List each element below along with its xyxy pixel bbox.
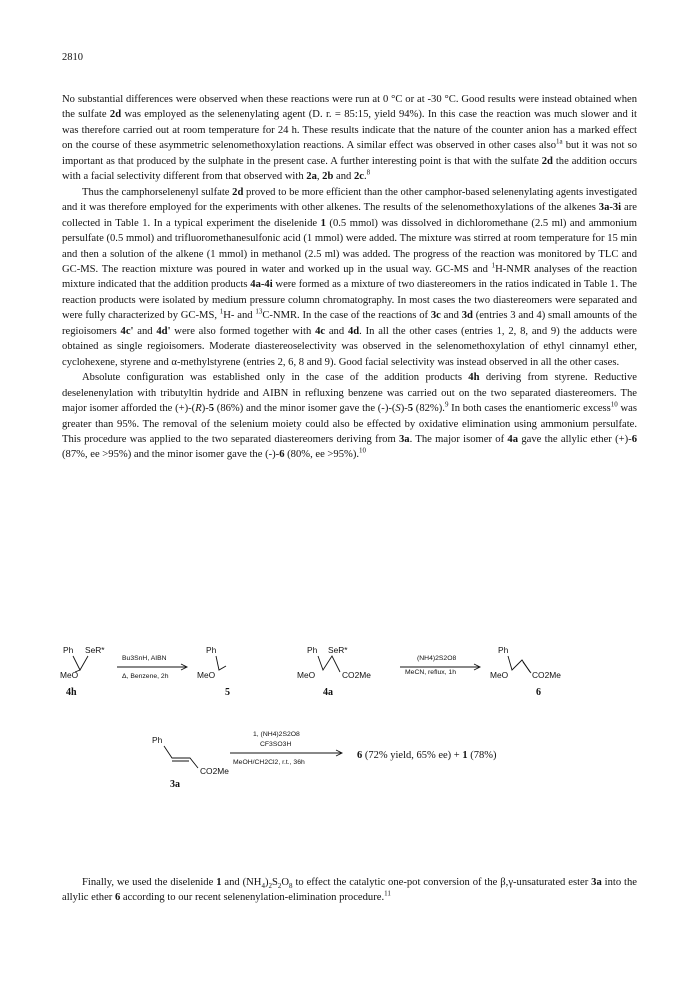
reaction-scheme-svg — [60, 640, 640, 840]
reaction-scheme — [60, 640, 640, 840]
reaction-arrow-2 — [400, 655, 480, 676]
result-diselenide: 1 — [462, 750, 468, 761]
ph-label: Ph — [307, 645, 318, 655]
reagent-text: Bu3SnH, AIBN — [122, 655, 167, 662]
body-text — [62, 92, 637, 463]
ph-label: Ph — [152, 735, 163, 745]
meo-label: MeO — [197, 670, 216, 680]
ser-label: SeR* — [328, 645, 348, 655]
structure-5 — [197, 645, 230, 698]
condition-text: MeOH/CH2Cl2, r.t., 36h — [233, 759, 305, 766]
co2me-label: CO2Me — [200, 766, 229, 776]
reaction-arrow-1 — [117, 655, 187, 680]
bond — [508, 656, 530, 672]
co2me-label: CO2Me — [532, 670, 561, 680]
meo-label: MeO — [60, 670, 79, 680]
compound-label-4h: 4h — [66, 687, 77, 698]
double-bond — [523, 662, 531, 673]
structure-6 — [490, 645, 561, 698]
meo-label: MeO — [490, 670, 509, 680]
bond — [216, 656, 226, 670]
result-product: 6 — [357, 750, 363, 761]
compound-label-4a: 4a — [323, 687, 333, 698]
bond — [318, 656, 340, 672]
page-number: 2810 — [62, 52, 83, 63]
paragraph-2: Thus the camphorselenenyl sulfate 2d proved to be more efficient than the other camphor-based selenenylating agents investigated and it was therefore employed for the experiments with other alkenes. The results of the selenomethoxylations of the alkenes 3a-3i are collected in Table 1. In a typical experiment the diselenide 1 (0.5 mmol) was dissolved in dichloromethane (2.5 ml) and ammonium persulfate (0.5 mmol) and trifluoromethanesulfonic acid (1 mmol) were added. The mixture was stirred at room temperature for 15 min and then a solution of the alkene (1 mmol) in methanol (2.5 ml) was added. The progress of the reaction was monitored by TLC and GC-MS. The reaction mixture was poured in water and worked up in the usual way. GC-MS and $^1$H-NMR analyses of the reaction mixture indicated that the addition products 4a-4i were formed as a mixture of two diastereomers in the ratios indicated in Table 1. The reaction products were isolated by medium pressure column chromatography. In most cases the two diastereomers were separated and were fully characterized by GC-MS, $^1$H- and $^{13}$C-NMR. In the case of the reactions of 3c and 3d (entries 3 and 4) small amounts of the regioisomers 4c' and 4d' were also formed together with 4c and 4d. In all the other cases (entries 1, 2, 8, and 9) the adducts were obtained as single regioisomers. Moderate diastereoselectivity was observed in the selenomethoxylation of ethyl cinnamyl ether, cyclohexene, styrene and α-methylstyrene (entries 2, 6, 8 and 9). Good facial selectivity was instead observed in all the other cases. — [62, 186, 638, 368]
meo-label: MeO — [297, 670, 316, 680]
ph-label: Ph — [206, 645, 217, 655]
compound-label-5: 5 — [225, 687, 230, 698]
final-paragraph: Finally, we used the diselenide 1 and $(NH_4)_2S_2O_8$ to effect the catalytic one-pot conversion of the β,γ-unsaturated ester 3a into the allylic ether 6 according to our recent selenenylation-elimination procedure.$^{11}$ — [62, 877, 638, 904]
paragraph-3: Absolute configuration was established only in the case of the addition products 4h deriving from styrene. Reductive deselenenylation with tributyltin hydride and AIBN in refluxing benzene was carried out on the two separated diastereomers. The major isomer afforded the (+)-(R)-5 (86%) and the minor isomer gave the (-)-(S)-5 (82%).$^9$ In both cases the enantiomeric excess$^{10}$ was greater than 95%. The removal of the selenium moiety could also be effected by oxidative elimination using ammonium persulfate. This procedure was applied to the two separated diastereomers deriving from 3a. The major isomer of 4a gave the allylic ether (+)-6 (87%, ee >95%) and the minor isomer gave the (-)-6 (80%, ee >95%).$^{10}$ — [62, 372, 637, 461]
compound-label-3a: 3a — [170, 779, 180, 790]
reaction-arrow-3 — [230, 731, 342, 766]
result-yield: (78%) — [467, 750, 497, 761]
ph-label: Ph — [498, 645, 509, 655]
scheme-result — [357, 750, 497, 761]
reagent-text: CF3SO3H — [260, 741, 292, 748]
structure-4h — [60, 645, 105, 698]
compound-label-6: 6 — [536, 687, 541, 698]
reagent-text: (NH4)2S2O8 — [417, 655, 457, 662]
bond — [73, 656, 88, 670]
bond — [164, 746, 198, 768]
ph-label: Ph — [63, 645, 74, 655]
condition-text: MeCN, reflux, 1h — [405, 669, 456, 676]
structure-3a — [152, 735, 229, 790]
co2me-label: CO2Me — [342, 670, 371, 680]
structure-4a — [297, 645, 371, 698]
ser-label: SeR* — [85, 645, 105, 655]
result-text: (72% yield, 65% ee) + — [362, 750, 463, 761]
reagent-text: 1, (NH4)2S2O8 — [253, 731, 300, 738]
condition-text: Δ, Benzene, 2h — [122, 673, 169, 680]
paragraph-1: No substantial differences were observed when these reactions were run at 0 °C or at -30 °C. Good results were instead obtained when the sulfate 2d was employed as the selenenylating agent (D. r. = 85:15, yield 94%). In this case the reaction was much slower and it was therefore carried out at room temperature for 24 h. These results indicate that the nature of the counter anion has a marked effect on the course of these asymmetric selenomethoxylation reactions. A similar effect was observed in other cases also$^{1a}$ but it was not so important as that produced by the sulphate in the present case. A further interesting point is that with the sulfate 2d the addition occurs with a facial selectivity different from that observed with 2a, 2b and 2c.$^8$ — [62, 94, 637, 183]
